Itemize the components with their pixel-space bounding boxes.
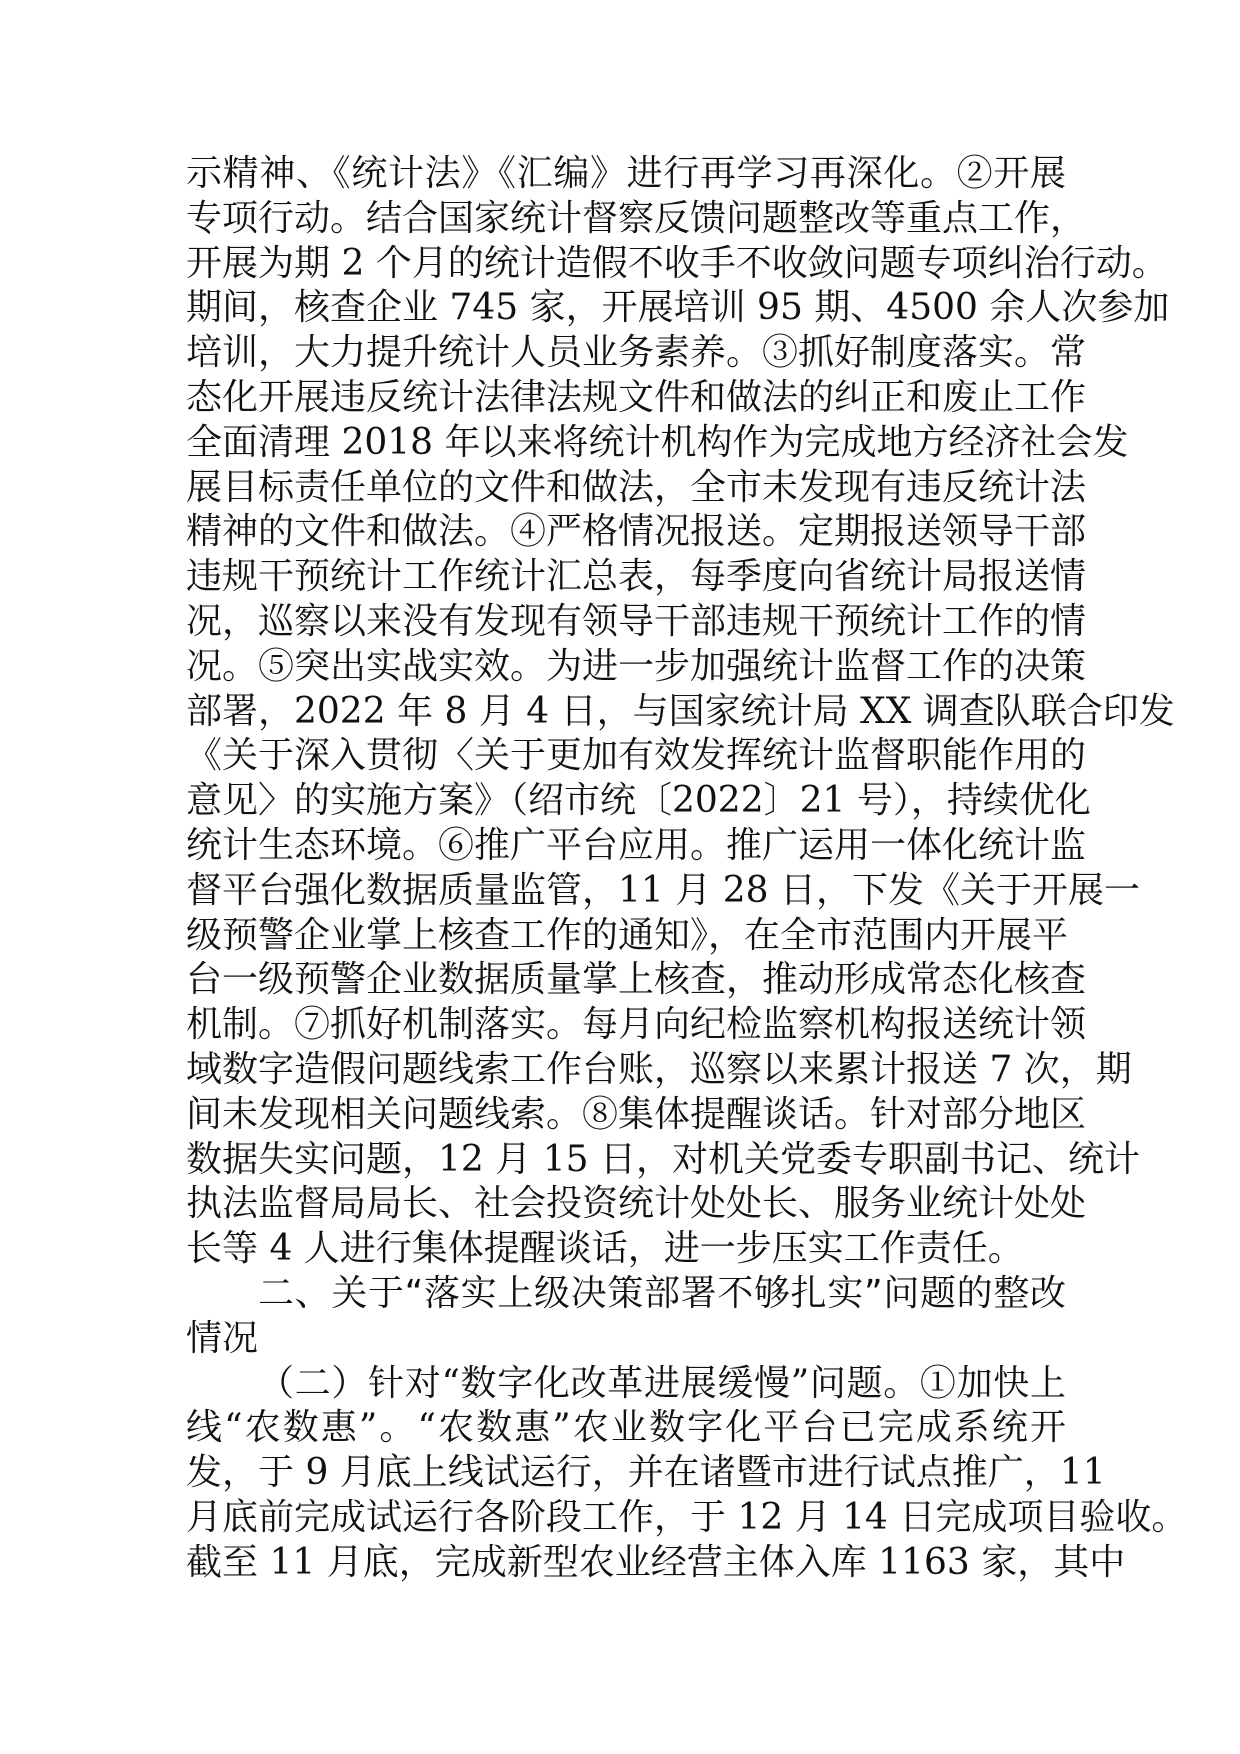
text-line: 态化开展违反统计法律法规文件和做法的纠正和废止工作 [186, 376, 1087, 418]
text-line: 示精神、《统计法》《汇编》进行再学习再深化。②开展 [186, 153, 1066, 194]
text-line: 台一级预警企业数据质量掌上核查，推动形成常态化核查 [186, 959, 1087, 1001]
text-line: 部署，2022 年 8 月 4 日，与国家统计局 XX 调查队联合印发 [186, 690, 1175, 732]
text-line: 违规干预统计工作统计汇总表，每季度向省统计局报送情 [186, 556, 1087, 598]
text-line: 况，巡察以来没有发现有领导干部违规干预统计工作的情 [186, 600, 1087, 642]
text-line: 培训，大力提升统计人员业务素养。③抓好制度落实。常 [186, 332, 1087, 374]
section-heading: 二、关于“落实上级决策部署不够扎实”问题的整改 [258, 1272, 1066, 1314]
text-line: 线“农数惠”。“农数惠”农业数字化平台已完成系统开 [186, 1407, 1066, 1449]
text-line: 发，于 9 月底上线试运行，并在诸暨市进行试点推广，11 [186, 1452, 1106, 1494]
text-line: 开展为期 2 个月的统计造假不收手不收敛问题专项纠治行动。 [186, 242, 1168, 284]
text-line: 间未发现相关问题线索。⑧集体提醒谈话。针对部分地区 [186, 1093, 1087, 1135]
text-line: 级预警企业掌上核查工作的通知》，在全市范围内开展平 [186, 914, 1069, 956]
text-line: 精神的文件和做法。④严格情况报送。定期报送领导干部 [186, 511, 1087, 553]
text-line: 月底前完成试运行各阶段工作，于 12 月 14 日完成项目验收。 [186, 1496, 1188, 1538]
text-line: 数据失实问题，12 月 15 日，对机关党委专职副书记、统计 [186, 1138, 1140, 1180]
text-line: 统计生态环境。⑥推广平台应用。推广运用一体化统计监 [186, 824, 1087, 866]
text-line: 展目标责任单位的文件和做法，全市未发现有违反统计法 [186, 466, 1087, 508]
text-line: 机制。⑦抓好机制落实。每月向纪检监察机构报送统计领 [186, 1004, 1087, 1046]
text-line: 《关于深入贯彻〈关于更加有效发挥统计监督职能作用的 [186, 735, 1087, 777]
text-line: 专项行动。结合国家统计督察反馈问题整改等重点工作， [186, 197, 1087, 239]
text-line: 截至 11 月底，完成新型农业经营主体入库 1163 家，其中 [186, 1541, 1126, 1583]
text-line: 长等 4 人进行集体提醒谈话，进一步压实工作责任。 [186, 1228, 1024, 1270]
text-line: 全面清理 2018 年以来将统计机构作为完成地方经济社会发 [186, 421, 1129, 463]
text-line: 执法监督局局长、社会投资统计处处长、服务业统计处处 [186, 1183, 1087, 1225]
section-heading-continued: 情况 [186, 1317, 259, 1359]
document-body [186, 152, 1188, 1586]
text-line: 况。⑤突出实战实效。为进一步加强统计监督工作的决策 [186, 645, 1087, 687]
text-line: 意见〉的实施方案》（绍市统〔2022〕21 号），持续优化 [186, 780, 1091, 822]
text-line: 域数字造假问题线索工作台账，巡察以来累计报送 7 次，期 [186, 1048, 1132, 1090]
text-line: 期间，核查企业 745 家，开展培训 95 期、4500 余人次参加 [186, 287, 1170, 329]
text-line: 督平台强化数据质量监管，11 月 28 日，下发《关于开展一 [186, 869, 1140, 911]
paragraph-start-line: （二）针对“数字化改革进展缓慢”问题。①加快上 [258, 1362, 1066, 1404]
